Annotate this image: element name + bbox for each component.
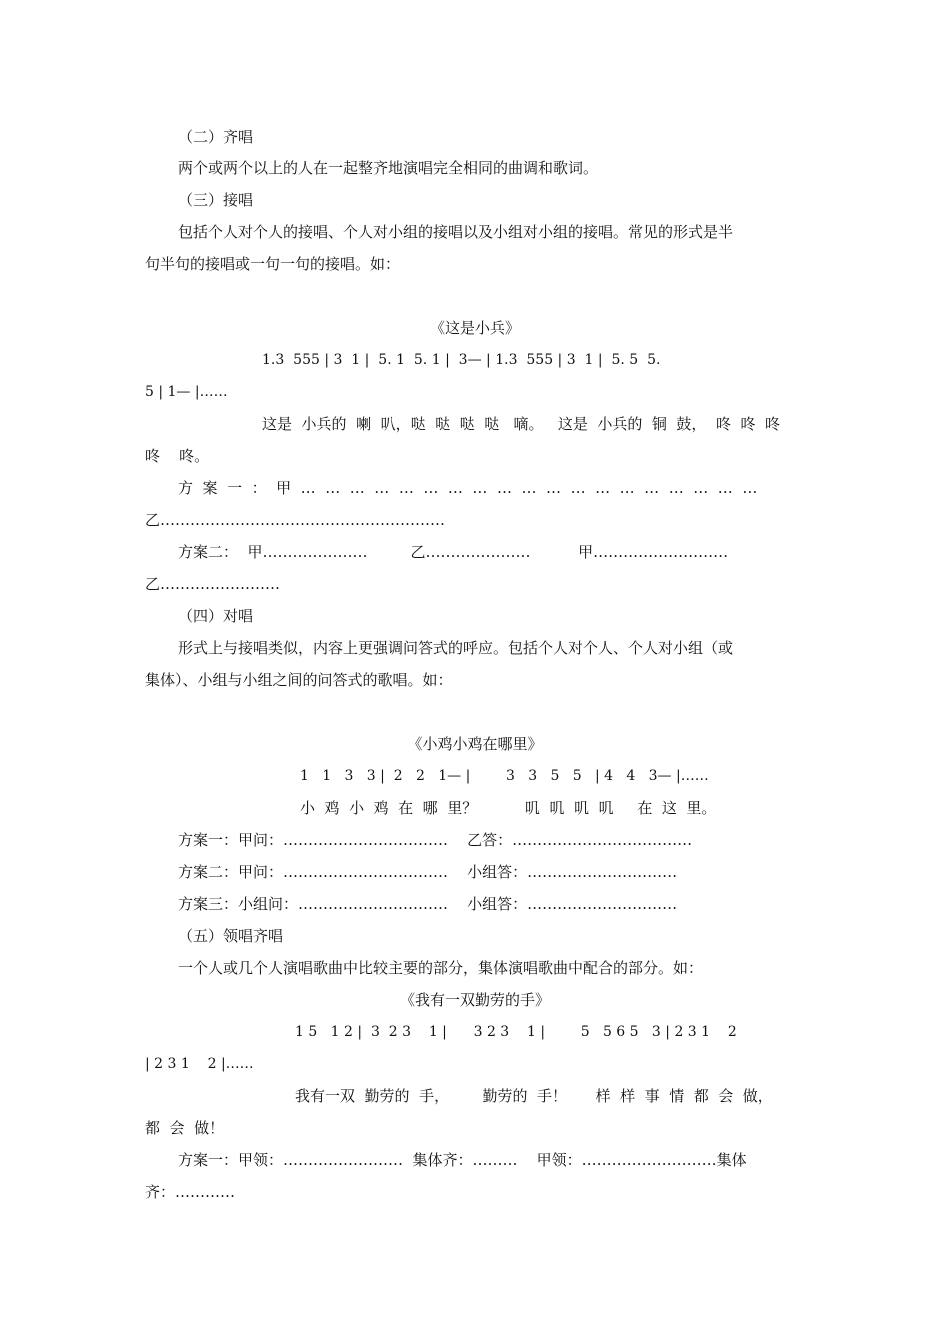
lyrics-xiaobing-2: 咚 咚。 (145, 447, 210, 465)
plan3-xiaoji: 方案三：小组问：………………………… 小组答：………………………… (178, 895, 678, 913)
plan1-xiaoji: 方案一：甲问：…………………………… 乙答：……………………………… (178, 831, 693, 849)
heading-lead-chorus: （五）领唱齐唱 (178, 927, 284, 945)
desc-antiphonal-1: 形式上与接唱类似，内容上更强调问答式的呼应。包括个人对个人、个人对小组（或 (178, 639, 734, 657)
song-title-xiaoji: 《小鸡小鸡在哪里》 (407, 735, 543, 753)
lyrics-qinlao-2: 都 会 做！ (145, 1119, 225, 1137)
desc-antiphonal-2: 集体）、小组与小组之间的问答式的歌唱。如： (145, 671, 453, 689)
notation-xiaobing-1: 1.3 555 | 3 1 | 5. 1 5. 1 | 3— | 1.3 555 | 3 1 | 5. 5 5. (262, 352, 661, 368)
plan2-xiaobing-2: 乙…………………… (145, 575, 281, 593)
lyrics-xiaoji: 小 鸡 小 鸡 在 哪 里？ 叽 叽 叽 叽 在 这 里。 (300, 799, 717, 817)
song-title-xiaobing: 《这是小兵》 (429, 319, 520, 337)
plan1-xiaobing-2: 乙………………………………………………… (145, 511, 446, 529)
desc-unison: 两个或两个以上的人在一起整齐地演唱完全相同的曲调和歌词。 (178, 159, 599, 177)
heading-relay: （三）接唱 (178, 191, 254, 209)
lyrics-xiaobing-1: 这是 小兵的 喇 叭，哒 哒 哒 哒 嘀。 这是 小兵的 铜 鼓， 咚 咚 咚 (262, 415, 781, 433)
notation-qinlao-2: | 2 3 1 2 |…… (145, 1056, 254, 1072)
desc-relay-2: 句半句的接唱或一句一句的接唱。如： (145, 255, 401, 273)
plan1-xiaobing-1: 方 案 一 ： 甲 … … … … … … … … … … … … … … … … … … … (178, 479, 758, 497)
desc-relay-1: 包括个人对个人的接唱、个人对小组的接唱以及小组对小组的接唱。常见的形式是半 (178, 223, 734, 241)
plan2-xiaoji: 方案二：甲问：…………………………… 小组答：………………………… (178, 863, 678, 881)
lyrics-qinlao-1: 我有一双 勤劳的 手， 勤劳的 手！ 样 样 事 情 都 会 做， (295, 1087, 773, 1105)
heading-unison: （二）齐唱 (178, 128, 254, 146)
notation-xiaobing-2: 5 | 1— |…… (145, 384, 228, 400)
notation-xiaoji: 1 1 3 3 | 2 2 1— | 3 3 5 5 | 4 4 3— |…… (300, 768, 709, 784)
heading-antiphonal: （四）对唱 (178, 607, 254, 625)
plan2-xiaobing-1: 方案二： 甲………………… 乙………………… 甲……………………… (178, 543, 729, 561)
plan1-qinlao-2: 齐：………… (145, 1183, 236, 1201)
desc-lead-chorus: 一个人或几个人演唱歌曲中比较主要的部分，集体演唱歌曲中配合的部分。如： (178, 959, 704, 977)
song-title-qinlao: 《我有一双勤劳的手》 (399, 991, 550, 1009)
notation-qinlao-1: 1 5 1 2 | 3 2 3 1 | 3 2 3 1 | 5 5 6 5 3 | 2 3 1 2 (295, 1024, 737, 1040)
plan1-qinlao-1: 方案一：甲领：…………………… 集体齐：……… 甲领：………………………集体 (178, 1151, 747, 1169)
